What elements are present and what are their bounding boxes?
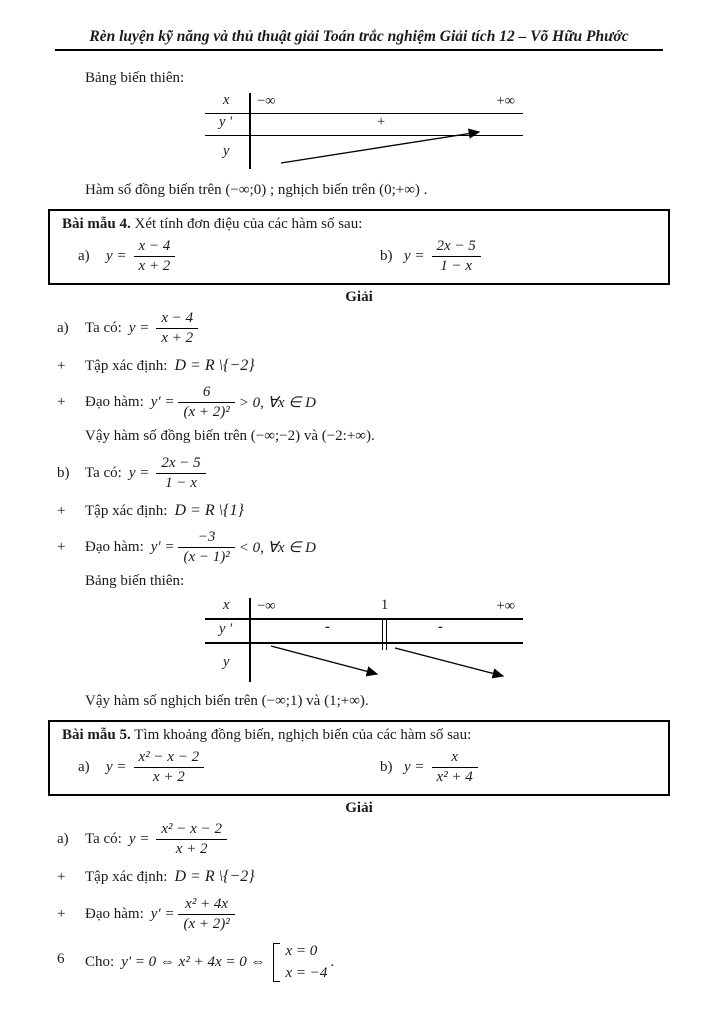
vt1-x-label: x xyxy=(223,92,230,108)
sol4a-given: a) Ta có: y = $\frac{x - 4}{x + 2}$ xyxy=(0,306,718,350)
fraction: $\frac{\text{x² − x − 2}}{x + 2}$ xyxy=(134,749,205,786)
vt1-y-label: y xyxy=(223,143,230,159)
example-4-title xyxy=(62,216,660,233)
fraction: $\frac{-3}{\text{(x − 1)²}}$ xyxy=(178,529,234,566)
example-5-box xyxy=(48,720,670,796)
vt1-sign-plus: + xyxy=(377,114,386,130)
sol4b-conclusion: Vậy hàm số nghịch biến trên (−∞;1) và (1;+∞). xyxy=(85,692,369,709)
sol4b-domain: + Tập xác định: D = R \{1} xyxy=(57,502,244,519)
sol4a-conclusion: Vậy hàm số đồng biến trên (−∞;−2) và (−2:+∞). xyxy=(85,427,375,444)
table-vertical-line xyxy=(249,598,251,682)
decreasing-arrow-icon xyxy=(263,642,388,682)
fraction: $\frac{x - 4}{x + 2}$ xyxy=(156,310,198,347)
table-vertical-line xyxy=(249,93,251,169)
vt2-sign-minus-right: - xyxy=(438,619,443,635)
page-number: 6 xyxy=(57,951,65,967)
table-horizontal-line xyxy=(205,618,523,620)
example-5-title-text: Tìm khoảng đồng biến, nghịch biến của các hàm số sau: xyxy=(130,727,472,743)
sol5a-given: a) Ta có: y = $\frac{\text{x² − x − 2}}{x + 2}$ xyxy=(0,817,718,861)
fraction: $\frac{\text{x² − x − 2}}{x + 2}$ xyxy=(156,821,227,858)
fraction: $\frac{2x - 5}{1 - x}$ xyxy=(156,455,205,492)
solution-heading-1: Giải xyxy=(345,289,373,305)
increasing-arrow-icon xyxy=(273,125,495,170)
example-4-title-number: Bài mẫu 4. xyxy=(62,216,131,232)
decreasing-arrow-icon xyxy=(390,644,515,684)
example-4-box xyxy=(48,209,670,285)
case-1: x = 0 xyxy=(285,942,318,959)
fraction: $\frac{6}{\text{(x + 2)²}}$ xyxy=(178,384,234,421)
example-4-problems xyxy=(58,235,660,277)
example-4a: a) y = $\frac{x - 4}{x + 2}$ xyxy=(78,238,380,275)
vt2-x-label: x xyxy=(223,597,230,613)
sol4a-derivative: + Đạo hàm: y' = $\frac{6}{\text{(x + 2)²}}$ > 0, ∀x ∈ D xyxy=(57,383,316,420)
sol4a-domain: + Tập xác định: D = R \{−2} xyxy=(57,357,255,374)
example-5-title-number: Bài mẫu 5. xyxy=(62,727,131,743)
fraction: $\frac{x - 4}{x + 2}$ xyxy=(134,238,176,275)
page-header xyxy=(55,28,663,51)
example-4b: b) y = $\frac{2x - 5}{1 - x}$ xyxy=(380,238,481,275)
case-2: x = −4 xyxy=(285,964,328,981)
example-5-title xyxy=(62,727,660,744)
sol4b-derivative: + Đạo hàm: y' = $\frac{-3}{\text{(x − 1)²}}$ < 0, ∀x ∈ D xyxy=(57,528,316,565)
sol5a-roots: Cho: y' = 0 ⇔ x² + 4x = 0 ⇔ x = 0 x = −4 . xyxy=(85,942,335,981)
table-horizontal-line xyxy=(205,113,523,114)
sol5a-derivative: + Đạo hàm: y' = $\frac{\text{x² + 4x}}{\text{(x + 2)²}}$ xyxy=(0,894,718,934)
header-title: Rèn luyện kỹ năng và thủ thuật giải Toán trắc nghiệm Giải tích 12 – Võ Hữu Phước xyxy=(89,28,629,45)
variation-table-2 xyxy=(205,596,523,686)
fraction: $\frac{2x - 5}{1 - x}$ xyxy=(432,238,481,275)
bbt-label-2: Bảng biến thiên: xyxy=(85,572,185,589)
example-4-title-text: Xét tính đơn điệu của các hàm số sau: xyxy=(130,216,363,232)
sol5a-domain: + Tập xác định: D = R \{−2} xyxy=(57,868,255,885)
solution-heading-2: Giải xyxy=(345,800,373,816)
intro-conclusion: Hàm số đồng biến trên (−∞;0) ; nghịch biến trên (0;+∞) . xyxy=(85,181,428,198)
vt2-pos-inf: +∞ xyxy=(496,598,515,614)
vt2-critical-value: 1 xyxy=(381,597,389,613)
sol4b-given: b) Ta có: y = $\frac{2x - 5}{1 - x}$ xyxy=(0,451,718,495)
bbt-label-1: Bảng biến thiên: xyxy=(85,69,185,86)
fraction: $\frac{\text{x² + 4x}}{\text{(x + 2)²}}$ xyxy=(178,896,234,933)
vt2-yprime-label: y ' xyxy=(219,621,233,637)
vt1-neg-inf: −∞ xyxy=(257,93,276,109)
example-5a: a) y = $\frac{\text{x² − x − 2}}{x + 2}$ xyxy=(78,749,380,786)
vt2-sign-minus-left: - xyxy=(325,619,330,635)
left-square-bracket-icon xyxy=(273,943,280,982)
vt1-yprime-label: y ' xyxy=(219,114,233,130)
vt2-neg-inf: −∞ xyxy=(257,598,276,614)
variation-table-1 xyxy=(205,91,523,171)
fraction: $\frac{x}{\text{x² + 4}}$ xyxy=(432,749,478,786)
cases-bracket xyxy=(273,943,327,982)
vt1-pos-inf: +∞ xyxy=(496,93,515,109)
example-5-problems xyxy=(58,746,660,788)
example-5b: b) y = $\frac{x}{\text{x² + 4}}$ xyxy=(380,749,478,786)
vt2-y-label: y xyxy=(223,654,230,670)
